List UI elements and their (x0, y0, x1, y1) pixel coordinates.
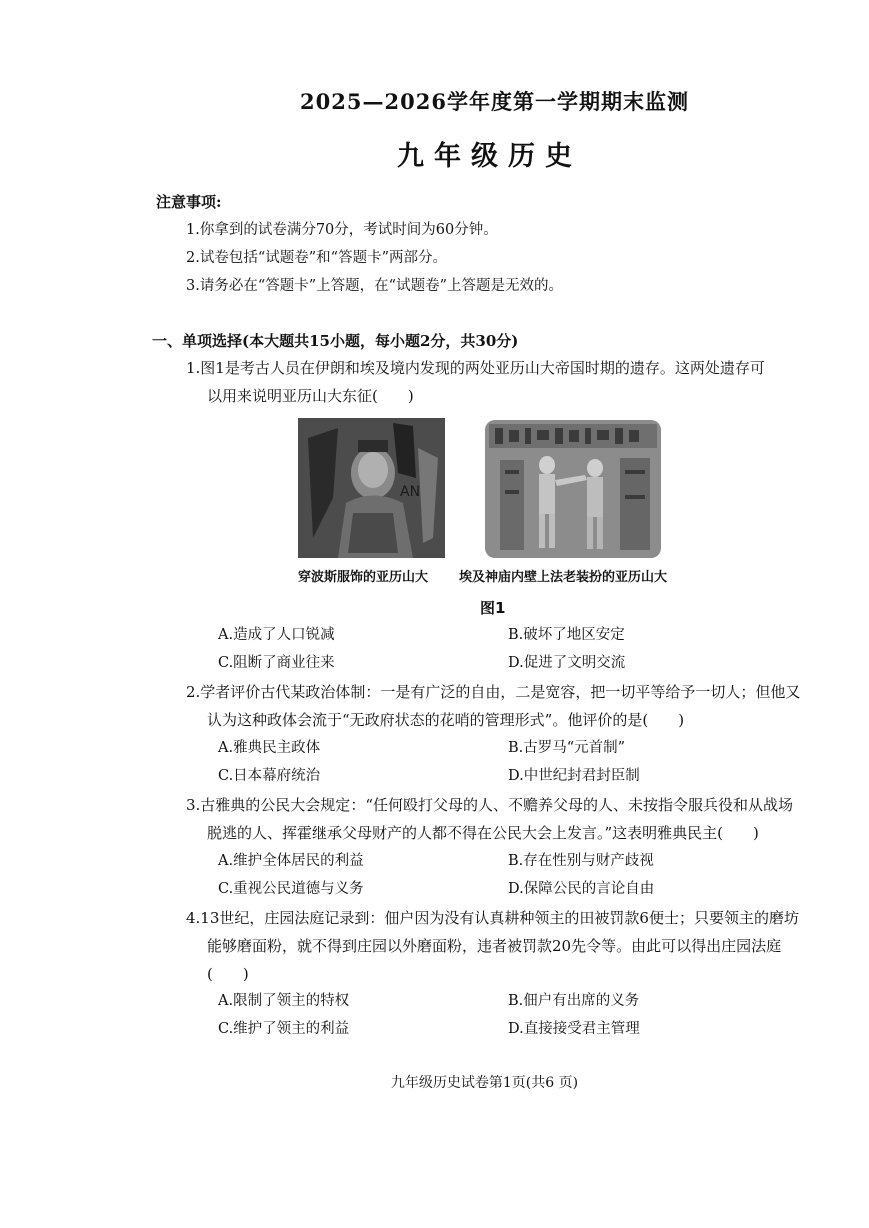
question-4-line-3: ( ) (207, 965, 249, 983)
notice-item: 3.请务必在“答题卡”上答题，在“试题卷”上答题是无效的。 (186, 278, 563, 294)
question-1-option-b: B.破坏了地区安定 (508, 627, 625, 643)
question-3-option-d: D.保障公民的言论自由 (508, 881, 655, 897)
question-2-option-d: D.中世纪封君封臣制 (508, 768, 640, 784)
question-4-option-a: A.限制了领主的特权 (218, 993, 350, 1009)
subject-title: 九年级历史 (397, 141, 582, 172)
exam-title: 2025—2026学年度第一学期期末监测 (300, 89, 689, 114)
question-4-line-2: 能够磨面粉，就不得到庄园以外磨面粉，违者被罚款20先令等。由此可以得出庄园法庭 (207, 937, 782, 955)
question-2-option-a: A.雅典民主政体 (218, 740, 321, 756)
question-4-option-d: D.直接接受君主管理 (508, 1021, 640, 1037)
question-2-option-c: C.日本幕府统治 (218, 768, 321, 784)
figure-caption-left: 穿波斯服饰的亚历山大 (298, 570, 429, 585)
question-1-option-d: D.促进了文明交流 (508, 655, 626, 671)
question-2-option-b: B.古罗马“元首制” (508, 740, 626, 756)
question-2-line-1: 2.学者评价古代某政治体制：一是有广泛的自由，二是宽容，把一切平等给予一切人；但他又 (186, 683, 801, 701)
question-1-line-2: 以用来说明亚历山大东征( ) (207, 387, 414, 405)
question-3-option-c: C.重视公民道德与义务 (218, 881, 364, 897)
figure-label: 图1 (480, 599, 506, 617)
question-1-option-c: C.阻断了商业往来 (218, 655, 335, 671)
question-4-option-c: C.维护了领主的利益 (218, 1021, 350, 1037)
page-footer: 九年级历史试卷第1页(共6 页) (390, 1075, 579, 1091)
notice-item: 2.试卷包括“试题卷”和“答题卡”两部分。 (186, 250, 447, 266)
question-4-option-b: B.佃户有出席的义务 (508, 993, 640, 1009)
notice-heading: 注意事项: (156, 193, 222, 211)
figure-image-pharaoh-alexander (485, 420, 661, 558)
question-1-option-a: A.造成了人口锐减 (218, 627, 335, 643)
question-3-line-1: 3.古雅典的公民大会规定：“任何殴打父母的人、不赡养父母的人、未按指令服兵役和从战场 (186, 796, 793, 814)
question-3-line-2: 脱逃的人、挥霍继承父母财产的人都不得在公民大会上发言。”这表明雅典民主( ) (207, 824, 759, 842)
question-3-option-b: B.存在性别与财产歧视 (508, 853, 654, 869)
question-4-line-1: 4.13世纪，庄园法庭记录到：佃户因为没有认真耕种领主的田被罚款6便士；只要领主的磨坊 (186, 909, 799, 927)
figure-caption-right: 埃及神庙内壁上法老装扮的亚历山大 (459, 570, 668, 585)
svg-text:AN: AN (400, 484, 421, 500)
section-heading: 一、单项选择(本大题共15小题，每小题2分，共30分) (152, 332, 519, 350)
figure-image-persian-alexander (298, 418, 445, 558)
question-2-line-2: 认为这种政体会流于“无政府状态的花哨的管理形式”。他评价的是( ) (207, 711, 685, 729)
question-1-line-1: 1.图1是考古人员在伊朗和埃及境内发现的两处亚历山大帝国时期的遗存。这两处遗存可 (186, 359, 765, 377)
question-3-option-a: A.维护全体居民的利益 (218, 853, 364, 869)
notice-item: 1.你拿到的试卷满分70分，考试时间为60分钟。 (186, 222, 498, 238)
